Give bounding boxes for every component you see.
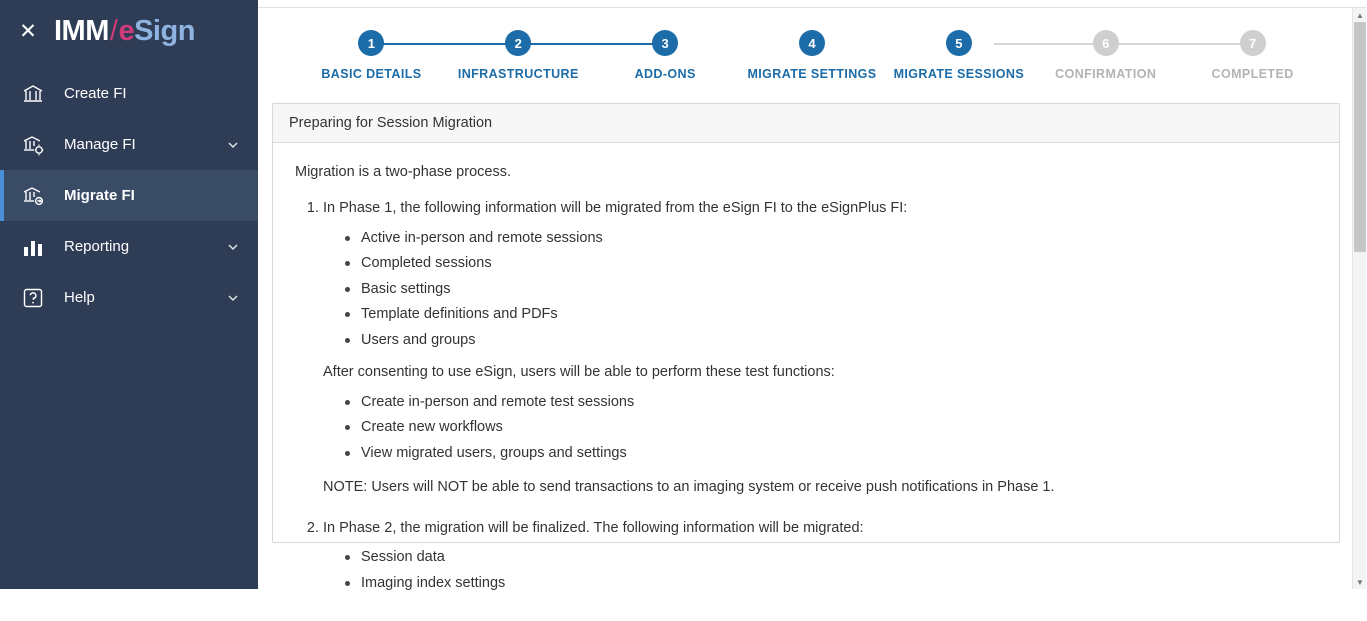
step-number: 3 xyxy=(652,30,678,56)
consent-text: After consenting to use eSign, users will be able to perform these test functions: xyxy=(323,364,835,381)
phases-list xyxy=(295,197,1317,594)
sidebar-header xyxy=(0,0,258,62)
intro-text: Migration is a two-phase process. xyxy=(295,164,511,180)
logo-sign: Sign xyxy=(134,14,195,47)
sidebar-item-label: Create FI xyxy=(64,85,127,102)
bar-chart-icon xyxy=(20,234,46,260)
scrollbar-thumb[interactable] xyxy=(1354,22,1366,252)
step-infrastructure[interactable] xyxy=(445,30,592,81)
sidebar-item-help[interactable] xyxy=(0,272,258,323)
main-content xyxy=(258,0,1366,589)
list-item: Active in-person and remote sessions xyxy=(341,227,1317,249)
scroll-down-icon[interactable]: ▼ xyxy=(1356,577,1364,587)
step-add-ons[interactable] xyxy=(592,30,739,81)
list-item: Create in-person and remote test sessions xyxy=(341,391,1317,413)
bank-arrow-icon xyxy=(20,183,46,209)
step-label: INFRASTRUCTURE xyxy=(457,67,579,81)
step-label: CONFIRMATION xyxy=(1055,67,1157,81)
sidebar-item-label: Manage FI xyxy=(64,136,136,153)
step-completed[interactable] xyxy=(1179,30,1326,81)
chevron-down-icon[interactable] xyxy=(226,240,240,254)
list-item: Completed sessions xyxy=(341,252,1317,274)
sidebar-item-reporting[interactable] xyxy=(0,221,258,272)
list-item: Create new workflows xyxy=(341,416,1317,438)
step-number: 4 xyxy=(799,30,825,56)
stepper-steps xyxy=(298,30,1326,81)
step-label: MIGRATE SETTINGS xyxy=(747,67,877,81)
sidebar-item-create-fi[interactable] xyxy=(0,68,258,119)
phase-2-migrated-list xyxy=(323,546,1317,594)
step-number: 1 xyxy=(358,30,384,56)
sidebar-nav xyxy=(0,68,258,323)
step-confirmation[interactable] xyxy=(1032,30,1179,81)
question-help-icon xyxy=(20,285,46,311)
phase-1-test-functions-list xyxy=(323,391,1317,464)
sidebar-item-label: Help xyxy=(64,289,95,306)
app-logo xyxy=(54,15,195,48)
content-panel xyxy=(272,103,1340,591)
logo-imm: IMM xyxy=(54,14,109,47)
wizard-stepper xyxy=(258,8,1366,81)
step-basic-details[interactable] xyxy=(298,30,445,81)
step-label: MIGRATE SESSIONS xyxy=(893,67,1025,81)
chevron-down-icon[interactable] xyxy=(226,291,240,305)
sidebar-item-migrate-fi[interactable] xyxy=(0,170,258,221)
list-item: View migrated users, groups and settings xyxy=(341,442,1317,464)
page-scrollbar[interactable] xyxy=(1352,8,1366,589)
step-number: 6 xyxy=(1093,30,1119,56)
close-icon[interactable]: ✕ xyxy=(19,19,37,43)
phase-2-item xyxy=(323,517,1317,594)
step-label: ADD-ONS xyxy=(634,67,696,81)
logo-e: e xyxy=(118,14,135,47)
step-number: 7 xyxy=(1240,30,1266,56)
panel-title: Preparing for Session Migration xyxy=(273,104,1339,143)
phase-2-text: In Phase 2, the migration will be finalized. The following information will be migrated: xyxy=(323,519,864,536)
phase-1-item xyxy=(323,197,1317,498)
scroll-up-icon[interactable]: ▲ xyxy=(1356,10,1364,20)
list-item: Basic settings xyxy=(341,278,1317,300)
step-number: 2 xyxy=(505,30,531,56)
panel-body xyxy=(273,143,1339,621)
bank-gear-icon xyxy=(20,132,46,158)
sidebar-item-label: Reporting xyxy=(64,238,130,255)
phase-1-text: In Phase 1, the following information will be migrated from the eSign FI to the eSignPlus FI: xyxy=(323,200,908,217)
step-migrate-sessions[interactable] xyxy=(885,30,1032,81)
step-migrate-settings[interactable] xyxy=(739,30,886,81)
sidebar-item-label: Migrate FI xyxy=(64,187,135,204)
sidebar xyxy=(0,0,258,589)
top-bar xyxy=(258,0,1366,8)
list-item: Template definitions and PDFs xyxy=(341,303,1317,325)
bank-icon xyxy=(20,81,46,107)
step-number: 5 xyxy=(946,30,972,56)
step-label: COMPLETED xyxy=(1211,67,1294,81)
phase-1-note: NOTE: Users will NOT be able to send transactions to an imaging system or receive push notifications in Phase 1. xyxy=(323,479,1055,496)
chevron-down-icon[interactable] xyxy=(226,138,240,152)
list-item: Users and groups xyxy=(341,329,1317,351)
list-item: Imaging index settings xyxy=(341,572,1317,594)
logo-slash: / xyxy=(109,14,118,47)
list-item: Session data xyxy=(341,546,1317,568)
step-label: BASIC DETAILS xyxy=(321,67,422,81)
phase-1-migrated-list xyxy=(323,227,1317,351)
sidebar-item-manage-fi[interactable] xyxy=(0,119,258,170)
